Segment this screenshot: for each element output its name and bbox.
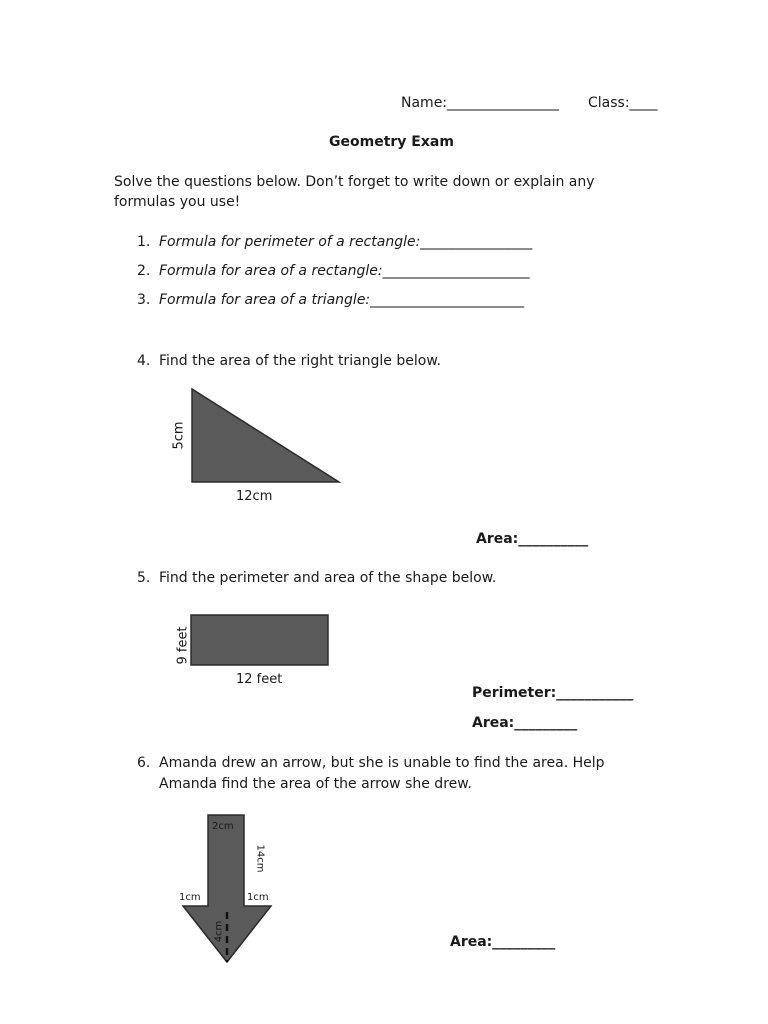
rectangle-side-label: 9 feet bbox=[175, 626, 191, 665]
question-6-text-line-2: Amanda find the area of the arrow she drew. bbox=[159, 776, 472, 792]
question-6-text-line-1: Amanda drew an arrow, but she is unable to find the area. Help bbox=[159, 755, 605, 771]
question-5-number: 5. bbox=[137, 570, 151, 586]
question-3-text: Formula for area of a triangle:______________________ bbox=[159, 292, 525, 308]
arrow-left-label: 1cm bbox=[179, 892, 201, 903]
page-title: Geometry Exam bbox=[329, 134, 454, 150]
rectangle-perimeter-answer: Perimeter:___________ bbox=[472, 685, 634, 701]
instructions-line-2: formulas you use! bbox=[114, 194, 241, 210]
question-3-number: 3. bbox=[137, 292, 151, 308]
name-field-label: Name:________________ bbox=[401, 95, 560, 111]
question-1-text: Formula for perimeter of a rectangle:________________ bbox=[159, 234, 533, 250]
rectangle-base-label: 12 feet bbox=[236, 672, 283, 687]
class-field-label: Class:____ bbox=[588, 95, 658, 111]
question-1-number: 1. bbox=[137, 234, 151, 250]
rectangle-area-answer: Area:_________ bbox=[472, 715, 578, 731]
question-5-text: Find the perimeter and area of the shape below. bbox=[159, 570, 497, 586]
arrow-area-answer: Area:_________ bbox=[450, 934, 556, 950]
instructions-line-1: Solve the questions below. Don’t forget to write down or explain any bbox=[114, 174, 595, 190]
question-2-number: 2. bbox=[137, 263, 151, 279]
triangle-area-answer: Area:__________ bbox=[476, 531, 589, 547]
arrow-top-label: 2cm bbox=[212, 821, 234, 832]
arrow-head-label: 4cm bbox=[213, 920, 225, 943]
triangle-side-label: 5cm bbox=[171, 421, 187, 450]
question-6-number: 6. bbox=[137, 755, 151, 771]
arrow-side-label: 14cm bbox=[254, 844, 266, 873]
arrow-right-label: 1cm bbox=[247, 892, 269, 903]
question-4-number: 4. bbox=[137, 353, 151, 369]
triangle-base-label: 12cm bbox=[236, 489, 273, 504]
question-2-text: Formula for area of a rectangle:_____________________ bbox=[159, 263, 530, 279]
question-4-text: Find the area of the right triangle below. bbox=[159, 353, 441, 369]
